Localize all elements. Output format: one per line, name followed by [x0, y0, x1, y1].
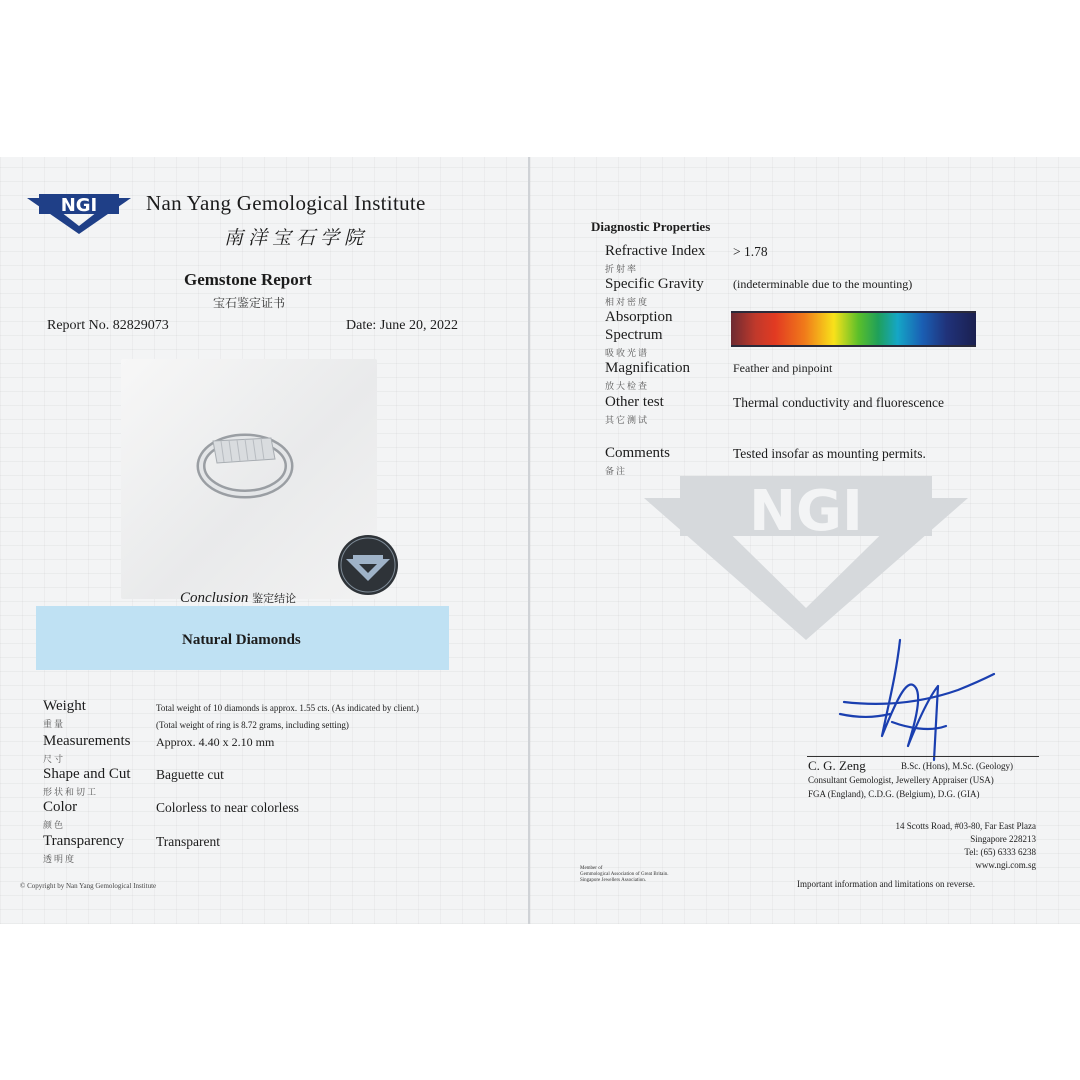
diagnostic-value: > 1.78 — [733, 244, 768, 259]
report-date: Date: June 20, 2022 — [346, 318, 458, 333]
signature-line — [807, 756, 1039, 757]
signature-icon — [838, 636, 998, 764]
property-label-zh: 尺寸 — [43, 755, 66, 765]
property-value: Total weight of 10 diamonds is approx. 1.55 cts. (As indicated by client.) — [156, 703, 419, 713]
report-title-zh: 宝石鉴定证书 — [213, 296, 286, 310]
diagnostic-heading: Diagnostic Properties — [591, 219, 711, 234]
property-value: Colorless to near colorless — [156, 800, 299, 815]
institute-name-zh: 南洋宝石学院 — [224, 227, 369, 249]
report-title: Gemstone Report — [184, 270, 312, 289]
property-label-zh: 透明度 — [43, 855, 77, 865]
diagnostic-value: Tested insofar as mounting permits. — [733, 446, 926, 461]
signatory-degrees: B.Sc. (Hons), M.Sc. (Geology) — [901, 761, 1013, 771]
property-label: Transparency — [43, 833, 125, 849]
property-label-zh: 形状和切工 — [43, 788, 99, 798]
ngi-logo-icon — [27, 192, 131, 234]
property-label: Weight — [43, 698, 86, 714]
report-number: Report No. 82829073 — [47, 318, 169, 333]
address-tel: Tel: (65) 6333 6238 — [964, 847, 1036, 857]
signatory-credentials: FGA (England), C.D.G. (Belgium), D.G. (GIA) — [808, 789, 980, 799]
address-line1: 14 Scotts Road, #03-80, Far East Plaza — [895, 821, 1036, 831]
diagnostic-value: (indeterminable due to the mounting) — [733, 277, 913, 291]
hologram-seal-icon — [336, 533, 400, 597]
diagnostic-value: Feather and pinpoint — [733, 361, 833, 375]
address-web: www.ngi.com.sg — [975, 860, 1036, 870]
ngi-watermark-icon — [644, 468, 968, 640]
conclusion-value: Natural Diamonds — [182, 632, 301, 648]
address-line2: Singapore 228213 — [970, 834, 1036, 844]
absorption-spectrum-bar — [731, 311, 976, 347]
diagnostic-label: Specific Gravity — [605, 276, 704, 292]
property-value: Baguette cut — [156, 767, 224, 782]
property-value: (Total weight of ring is 8.72 grams, including setting) — [156, 720, 349, 730]
institute-name: Nan Yang Gemological Institute — [146, 191, 426, 215]
signatory-title: Consultant Gemologist, Jewellery Appraiser (USA) — [808, 775, 994, 785]
diagnostic-label-2: Spectrum — [605, 327, 663, 343]
svg-text:NGI: NGI — [749, 479, 863, 544]
diagnostic-label-zh: 其它测试 — [605, 416, 650, 426]
svg-text:NGI: NGI — [60, 195, 98, 216]
conclusion-label: Conclusion 鉴定结论 — [180, 590, 297, 606]
diagnostic-label-zh: 放大检查 — [605, 382, 650, 392]
diagnostic-label-zh: 吸收光谱 — [605, 349, 650, 359]
diagnostic-label-zh: 备注 — [605, 467, 628, 477]
footer-note: Important information and limitations on reverse. — [797, 879, 975, 889]
diagnostic-label: Comments — [605, 445, 671, 461]
property-value: Approx. 4.40 x 2.10 mm — [156, 735, 275, 749]
diagnostic-value: Thermal conductivity and fluorescence — [733, 395, 945, 410]
property-label: Color — [43, 799, 78, 815]
diagnostic-label: Refractive Index — [605, 243, 706, 259]
property-label: Shape and Cut — [43, 766, 131, 782]
property-value: Transparent — [156, 834, 220, 849]
diagnostic-label-zh: 相对密度 — [605, 298, 650, 308]
property-label: Measurements — [43, 733, 131, 749]
membership-note: Member of Gemmological Association of Great Britain. Singapore Jewellers Association. — [580, 866, 669, 883]
diagnostic-label: Magnification — [605, 360, 690, 376]
diagnostic-label-zh: 折射率 — [605, 265, 639, 275]
property-label-zh: 颜色 — [43, 821, 66, 831]
diagnostic-label: Absorption — [605, 309, 673, 325]
property-label-zh: 重量 — [43, 720, 66, 730]
copyright-notice: © Copyright by Nan Yang Gemological Institute — [20, 882, 157, 890]
diagnostic-label: Other test — [605, 394, 664, 410]
signatory-name: C. G. Zeng — [808, 758, 866, 773]
